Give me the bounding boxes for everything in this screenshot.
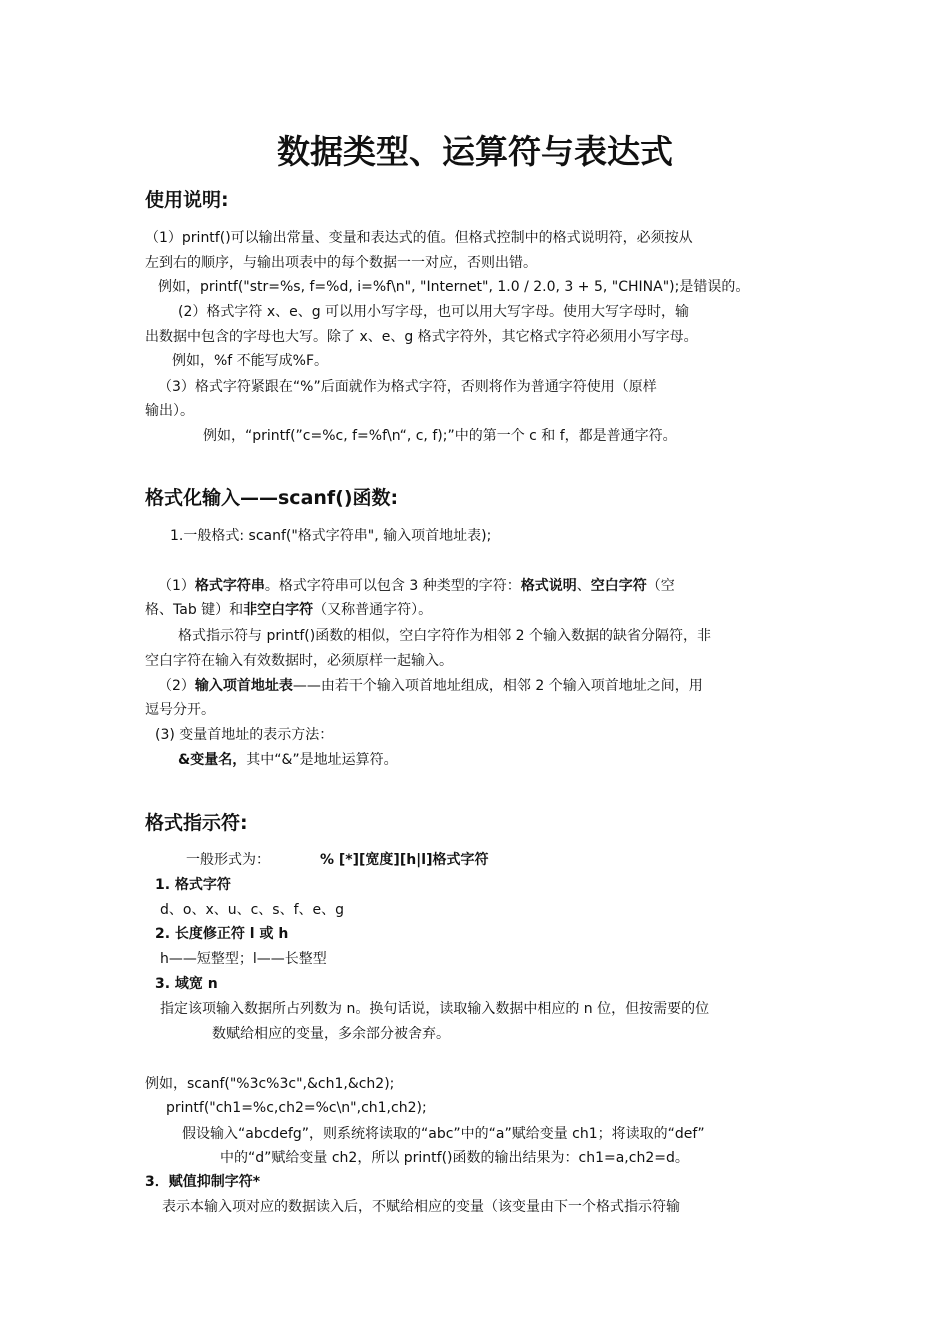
- scanf-general-format: 1.一般格式: scanf("格式字符串", 输入项首地址表);: [170, 528, 492, 544]
- scanf-f1-line1: （1）格式字符串。格式字符串可以包含 3 种类型的字符：格式说明、空白字符（空: [158, 578, 675, 594]
- spec-item1-body: d、o、x、u、c、s、f、e、g: [160, 902, 345, 918]
- spec-example-line1: 例如，scanf("%3c%3c",&ch1,&ch2);: [145, 1076, 395, 1092]
- spec-item3-line1: 指定该项输入数据所占列数为 n。换句话说，读取输入数据中相应的 n 位，但按需要的位: [160, 1001, 710, 1017]
- spec-item2-body: h——短整型；l——长整型: [160, 951, 327, 967]
- usage-p1-example: 例如，printf("str=%s, f=%d, i=%f\n", "Internet", 1.0 / 2.0, 3 + 5, "CHINA");是错误的。: [158, 279, 750, 295]
- spec-general-label: 一般形式为：: [186, 852, 270, 868]
- usage-p1-line2: 左到右的顺序，与输出项表中的每个数据一一对应，否则出错。: [145, 255, 537, 271]
- page-title: 数据类型、运算符与表达式: [277, 132, 673, 171]
- usage-p2-example: 例如，%f 不能写成%F。: [172, 353, 329, 369]
- spec-item4-title: 3．赋值抑制字符*: [145, 1174, 261, 1190]
- usage-p3-line2: 输出）。: [145, 403, 194, 419]
- usage-p3-example: 例如，“printf(”c=%c, f=%f\n“, c, f);”中的第一个 c 和 f，都是普通字符。: [203, 428, 677, 444]
- spec-item3-title: 3. 域宽 n: [155, 976, 218, 992]
- spec-heading: 格式指示符:: [145, 812, 248, 834]
- spec-item2-title: 2. 长度修正符 l 或 h: [155, 926, 289, 942]
- usage-p3-line1: （3）格式字符紧跟在“%”后面就作为格式字符，否则将作为普通字符使用（原样: [158, 379, 657, 395]
- scanf-f3-address: &变量名，其中“&”是地址运算符。: [178, 752, 398, 768]
- usage-heading: 使用说明:: [145, 189, 229, 211]
- scanf-f2-line1: （2）输入项首地址表——由若干个输入项首地址组成，相邻 2 个输入项首地址之间，用: [158, 678, 703, 694]
- usage-p2-line2: 出数据中包含的字母也大写。除了 x、e、g 格式字符外，其它格式字符必须用小写字母。: [145, 329, 698, 345]
- scanf-f2-line2: 逗号分开。: [145, 702, 215, 718]
- spec-general-value: % [*][宽度][h|l]格式字符: [320, 852, 489, 868]
- spec-item1-title: 1. 格式字符: [155, 877, 231, 893]
- spec-example-line4: 中的“d”赋给变量 ch2，所以 printf()函数的输出结果为：ch1=a,ch2=d。: [220, 1150, 689, 1166]
- scanf-f1-line2: 格、Tab 键）和非空白字符（又称普通字符）。: [145, 602, 433, 618]
- scanf-heading: 格式化输入——scanf()函数:: [145, 487, 399, 509]
- spec-example-line3: 假设输入“abcdefg”，则系统将读取的“abc”中的“a”赋给变量 ch1；将读取的“def”: [182, 1126, 705, 1142]
- spec-example-line2: printf("ch1=%c,ch2=%c\n",ch1,ch2);: [166, 1100, 427, 1116]
- usage-p2-line1: (2）格式字符 x、e、g 可以用小写字母，也可以用大写字母。使用大写字母时，输: [178, 304, 690, 320]
- scanf-f1-desc-line2: 空白字符在输入有效数据时，必须原样一起输入。: [145, 653, 453, 669]
- spec-item3-line2: 数赋给相应的变量，多余部分被舍弃。: [212, 1026, 450, 1042]
- scanf-f3-line: (3) 变量首地址的表示方法：: [155, 727, 334, 743]
- usage-p1-line1: （1）printf()可以输出常量、变量和表达式的值。但格式控制中的格式说明符，必须按从: [145, 230, 693, 246]
- scanf-f1-desc-line1: 格式指示符与 printf()函数的相似，空白字符作为相邻 2 个输入数据的缺省分隔符，非: [178, 628, 712, 644]
- spec-item4-body: 表示本输入项对应的数据读入后，不赋给相应的变量（该变量由下一个格式指示符输: [162, 1199, 680, 1215]
